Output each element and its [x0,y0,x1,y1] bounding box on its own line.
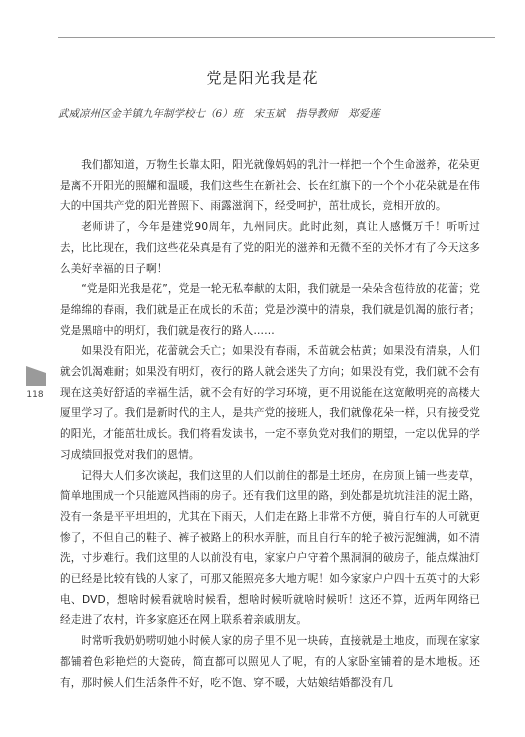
paragraph: 时常听我奶奶唠叨她小时候人家的房子里不见一块砖，直接就是土地皮，而现在家家都铺着色彩艳烂的大瓷砖，简直都可以照见人了呢，有的人家卧室铺着的是木地板。还有，那时候人们生活条件不好，吃不饱、穿不暖，大姑娘结婚都没有几 [60,635,480,689]
paragraph: 如果没有阳光，花蕾就会夭亡；如果没有春雨，禾苗就会枯黄；如果没有清泉，人们就会饥渴难耐；如果没有明灯，夜行的路人就会迷失了方向；如果没有党，我们就不会有现在这美好舒适的幸福生活，就不会有好的学习环境，更不用说能在这宽敞明亮的高楼大厦里学习了。我们是新时代的主人，是共产党的接班人，我们就像花朵一样，只有接受党的阳光，才能茁壮成长。我们将看发读书，一定不辜负党对我们的期望，一定以优异的学习成绩回报党对我们的恩情。 [60,345,480,461]
paragraph: 我们都知道，万物生长靠太阳，阳光就像妈妈的乳汁一样把一个个生命滋养，花朵更是离不开阳光的照耀和温暖，我们这些生在新社会、长在红旗下的一个个小花朵就是在伟大的中国共产党的阳光普照下、雨露滋润下，经受呵护，茁壮成长，竞相开放的。 [60,159,480,213]
article-title: 党是阳光我是花 [206,69,319,87]
page-tab-marker [26,366,46,386]
paragraph: “党是阳光我是花”，党是一轮无私奉献的太阳，我们就是一朵朵含苞待放的花蕾；党是绵绵的春雨，我们就是正在成长的禾苗；党是沙漠中的清泉，我们就是饥渴的旅行者；党是黑暗中的明灯，我们就是夜行的路人…… [60,283,480,337]
paragraph: 记得大人们多次谈起，我们这里的人们以前住的都是土坯房，在房顶上铺一些麦草，简单地围成一个只能遮风挡雨的房子。还有我们这里的路，到处都是坑坑洼洼的泥土路，没有一条是平平坦坦的，尤其在下雨天，人们走在路上非常不方便，骑自行车的人可就更惨了，不但自己的鞋子、裤子被路上的积水弄脏，而且自行车的轮子被污泥缠满，如不清洗，寸步难行。我们这里的人以前没有电，家家户户守着个黑洞洞的破房子，能点煤油灯的已经是比较有钱的人家了，可那又能照亮多大地方呢！如今家家户户四十五英寸的大彩电、DVD，想啥时候看就啥时候看，想啥时候听就啥时候听！这还不算，近两年网络已经走进了农村，许多家庭还在网上联系着亲戚朋友。 [60,469,480,627]
page-number: 118 [26,390,44,400]
paragraph: 老师讲了，今年是建党90周年，九州同庆。此时此刻，真让人感慨万千！听听过去，比比现在，我们这些花朵真是有了党的阳光的滋养和无微不至的关怀才有了今天这多么美好幸福的日子啊！ [60,221,480,275]
author-byline: 武威凉州区金羊镇九年制学校七（6）班 宋玉斌 指导教师 郑爱莲 [58,108,380,120]
header-rule [58,37,495,38]
article-body [60,155,480,693]
